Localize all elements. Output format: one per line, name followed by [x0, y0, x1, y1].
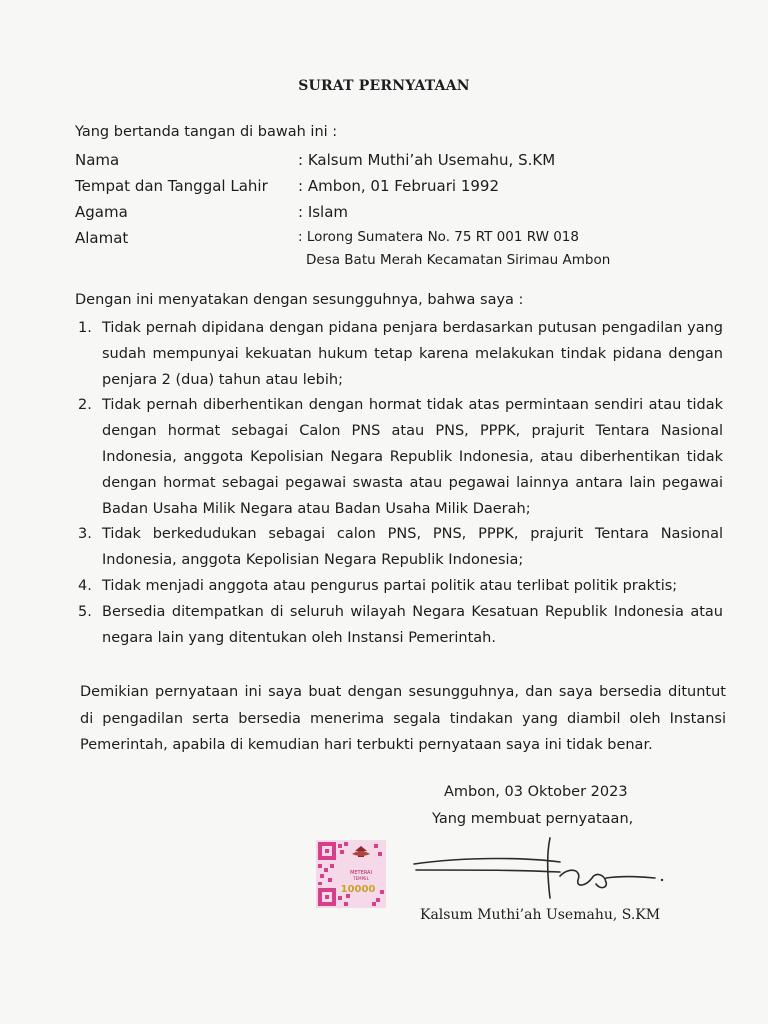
field-value-religion: : Islam	[298, 203, 349, 221]
field-label-address: Alamat	[75, 229, 129, 247]
field-label-nama: Nama	[75, 151, 120, 169]
statement-list	[75, 316, 723, 651]
field-value-nama: : Kalsum Muthi’ah Usemahu, S.KM	[298, 151, 556, 169]
list-item	[75, 522, 723, 574]
intro-text: Yang bertanda tangan di bawah ini :	[75, 124, 338, 140]
list-item-text: Tidak pernah diberhentikan dengan hormat tidak atas permintaan sendiri atau tidak dengan hormat sebagai Calon PNS atau PNS, PPPK, prajurit Tentara Nasional Indonesia, anggota Kepolisian Negara Republik Indonesia, atau diberhentikan tidak dengan hormat sebagai pegawai swasta atau pegawai lainnya antara lain pegawai Badan Usaha Milik Negara atau Badan Usaha Milik Daerah;	[102, 397, 723, 517]
document-title: SURAT PERNYATAAN	[298, 78, 470, 94]
list-item	[75, 393, 723, 522]
svg-text:TEMPEL: TEMPEL	[353, 876, 369, 881]
field-value-birth: : Ambon, 01 Februari 1992	[298, 177, 499, 195]
list-item-text: Bersedia ditempatkan di seluruh wilayah Negara Kesatuan Republik Indonesia atau negara lain yang ditentukan oleh Instansi Pemerintah.	[102, 603, 723, 646]
signer-name: Kalsum Muthi’ah Usemahu, S.KM	[420, 907, 661, 923]
svg-text:METERAI: METERAI	[350, 870, 372, 876]
svg-text:10000: 10000	[340, 884, 376, 895]
field-value-address: : Lorong Sumatera No. 75 RT 001 RW 018	[298, 229, 579, 245]
closing-paragraph: Demikian pernyataan ini saya buat dengan sesungguhnya, dan saya bersedia dituntut di pengadilan serta bersedia menerima segala tindakan yang diambil oleh Instansi Pemerintah, apabila di kemudian hari terbukti pernyataan saya ini tidak benar.	[80, 684, 726, 753]
maker-label: Yang membuat pernyataan,	[432, 811, 634, 827]
list-item	[75, 574, 723, 600]
signature-icon	[410, 836, 670, 906]
field-label-religion: Agama	[75, 203, 128, 221]
list-item	[75, 316, 723, 393]
list-item-text: Tidak menjadi anggota atau pengurus partai politik atau terlibat politik praktis;	[102, 577, 678, 594]
field-label-birth: Tempat dan Tanggal Lahir	[75, 177, 268, 195]
place-date: Ambon, 03 Oktober 2023	[444, 784, 628, 800]
list-item-number: 5.	[78, 603, 92, 620]
address-line-2: Desa Batu Merah Kecamatan Sirimau Ambon	[306, 252, 611, 268]
list-item-number: 4.	[78, 577, 92, 594]
meterai-stamp-icon	[316, 840, 386, 908]
list-item-number: 3.	[78, 526, 92, 543]
list-item	[75, 600, 723, 652]
list-item-text: Tidak pernah dipidana dengan pidana penjara berdasarkan putusan pengadilan yang sudah mempunyai kekuatan hukum tetap karena melakukan tindak pidana dengan penjara 2 (dua) tahun atau lebih;	[102, 320, 723, 388]
list-item-number: 1.	[78, 320, 92, 336]
list-item-text: Tidak berkedudukan sebagai calon PNS, PNS, PPPK, prajurit Tentara Nasional Indonesia, anggota Kepolisian Negara Republik Indonesia;	[102, 526, 723, 569]
statement-intro: Dengan ini menyatakan dengan sesungguhnya, bahwa saya :	[75, 292, 524, 308]
list-item-number: 2.	[78, 397, 92, 414]
